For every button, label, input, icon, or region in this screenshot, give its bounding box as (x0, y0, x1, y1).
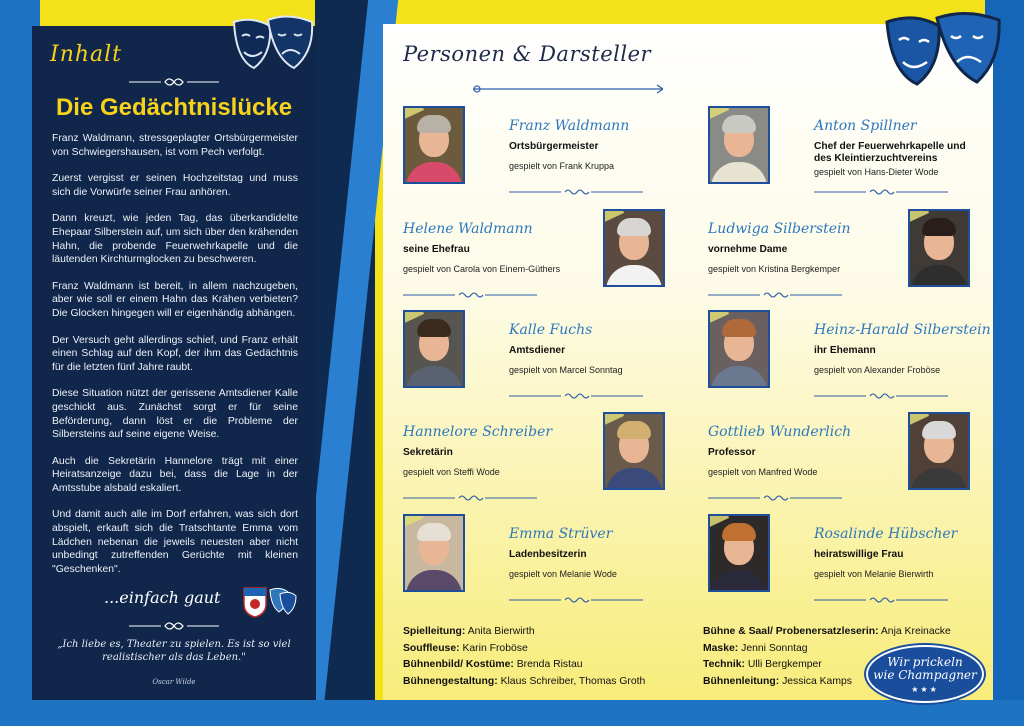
theater-masks-icon (228, 14, 318, 84)
ornament-divider-icon (708, 290, 842, 300)
badge-stars: ★★★ (911, 685, 939, 694)
ornament-divider-icon (509, 391, 643, 401)
credit-row (403, 624, 645, 641)
actor-photo (603, 412, 665, 490)
credit-row (703, 624, 951, 641)
actor-name: gespielt von Marcel Sonntag (509, 365, 623, 375)
actor-name: gespielt von Hans-Dieter Wode (814, 167, 939, 177)
cast-member (383, 308, 683, 408)
actor-photo (708, 514, 770, 592)
character-name: Rosalinde Hübscher (814, 526, 958, 542)
credit-label: Bühnenleitung: (703, 675, 780, 687)
character-role: Chef der Feuerwehrkapelle und des Kleintierzuchtvereins (814, 141, 966, 164)
credit-label: Spielleitung: (403, 626, 466, 637)
ornament-divider-icon (708, 493, 842, 503)
actor-name: gespielt von Melanie Bierwirth (814, 569, 934, 579)
character-role: Sekretärin (403, 447, 453, 458)
character-name: Franz Waldmann (509, 118, 630, 134)
ornament-divider-icon (129, 76, 219, 88)
credit-label: Maske: (703, 642, 739, 654)
credit-value: Anja Kreinacke (880, 626, 951, 637)
ornament-divider-icon (814, 595, 948, 605)
panel-header: Inhalt (50, 42, 123, 67)
cast-panel (383, 24, 993, 700)
story-paragraph: Auch die Sekretärin Hannelore trägt mit einer Heiratsanzeige dazu bei, dass die Lage in der Amtsstube alsbald eskaliert. (52, 455, 298, 494)
actor-name: gespielt von Carola von Einem-Güthers (403, 264, 561, 274)
character-name: Hannelore Schreiber (403, 424, 553, 440)
character-role: ihr Ehemann (814, 345, 876, 356)
ornament-divider-icon (129, 620, 219, 632)
character-name: Anton Spillner (814, 118, 917, 134)
badge-line: wie Champagner (873, 668, 977, 682)
character-role: Amtsdiener (509, 345, 566, 356)
credit-row (403, 657, 645, 674)
actor-photo (908, 209, 970, 287)
cast-member (688, 512, 988, 612)
story-paragraph: Diese Situation nützt der gerissene Amtsdiener Kalle geschickt aus. Zunächst sorgt er für seine Beförderung, dann löst er die Probleme der Silbersteins auf seine eigene Weise. (52, 388, 298, 441)
coat-of-arms-icon (240, 584, 298, 618)
cast-member (688, 410, 988, 510)
ornament-divider-icon (814, 187, 948, 197)
ornament-divider-icon (403, 290, 537, 300)
story-paragraph: Franz Waldmann ist bereit, in allem nachzugeben, aber wie soll er einem Hahn das Krähen verbieten? Die Glocken hingegen will er eigenhändig abhängen. (52, 280, 298, 319)
credit-row (403, 641, 645, 658)
credit-label: Bühne & Saal/ Probenersatzleserin: (703, 626, 879, 637)
credit-value: Karin Froböse (462, 642, 528, 654)
background-blue-bottom (0, 700, 1024, 726)
cast-member (383, 207, 683, 307)
champagne-badge (866, 645, 984, 703)
story-paragraph: Franz Waldmann, stressgeplagter Ortsbürgermeister von Schwiegershausen, ist vom Pech verfolgt. (52, 133, 298, 158)
theater-masks-icon (881, 10, 1005, 96)
actor-photo (403, 106, 465, 184)
actor-photo (708, 310, 770, 388)
actor-name: gespielt von Manfred Wode (708, 467, 818, 477)
actor-name: gespielt von Alexander Froböse (814, 365, 941, 375)
ornament-divider-icon (403, 493, 537, 503)
ornament-divider-icon (509, 595, 643, 605)
cast-member (383, 104, 683, 204)
actor-photo (403, 514, 465, 592)
actor-photo (708, 106, 770, 184)
cast-title: Personen & Darsteller (403, 42, 652, 66)
character-name: Heinz-Harald Silberstein (814, 322, 991, 338)
story-text (52, 132, 298, 589)
credit-value: Ulli Bergkemper (747, 659, 822, 671)
credit-value: Anita Bierwirth (467, 626, 535, 637)
cast-member (383, 512, 683, 612)
credit-label: Bühnenbild/ Kostüme: (403, 659, 514, 671)
ornament-divider-icon (473, 84, 663, 94)
character-role: seine Ehefrau (403, 244, 470, 255)
credit-label: Bühnengestaltung: (403, 675, 498, 687)
quote-author: Oscar Wilde (152, 678, 196, 686)
credits-left (403, 624, 645, 690)
character-role: Ladenbesitzerin (509, 549, 587, 560)
story-paragraph: Der Versuch geht allerdings schief, und Franz erhält einen Schlag auf den Kopf, der ihm das Gedächtnis für die letzten fünf Jahre raubt. (52, 334, 298, 373)
character-role: Ortsbürgermeister (509, 141, 599, 152)
content-panel (32, 26, 316, 700)
story-paragraph: Zuerst vergisst er seinen Hochzeitstag und muss sich die Vorwürfe seiner Frau anhören. (52, 173, 298, 198)
badge-line: Wir prickeln (887, 655, 963, 669)
character-name: Gottlieb Wunderlich (708, 424, 852, 440)
character-name: Ludwiga Silberstein (708, 221, 851, 237)
cast-member (383, 410, 683, 510)
actor-name: gespielt von Kristina Bergkemper (708, 264, 841, 274)
quote: „Ich liebe es, Theater zu spielen. Es ist so viel realistischer als das Leben." (57, 639, 291, 663)
story-paragraph: Und damit auch alle im Dorf erfahren, was sich dort abspielt, erkauft sich die Tratschtante Emma vom Lädchen nebenan die jeweils neuesten aber nicht unbedingt zutreffenden Gerüchte mit kleinen "Geschenken". (52, 509, 298, 575)
story-paragraph: Dann kreuzt, wie jeden Tag, das überkandidelte Ehepaar Silberstein auf, um sich über den krähenden Hahn, die probende Feuerwehrkapelle und die läutenden Kirchturmglocken zu beschweren. (52, 213, 298, 266)
actor-photo (403, 310, 465, 388)
credit-label: Souffleuse: (403, 642, 460, 654)
actor-name: gespielt von Steffi Wode (403, 467, 500, 477)
character-role: heiratswillige Frau (814, 549, 904, 560)
character-name: Helene Waldmann (403, 221, 533, 237)
credit-row (403, 674, 645, 691)
play-title: Die Gedächtnislücke (55, 94, 293, 121)
cast-member (688, 308, 991, 408)
credit-value: Brenda Ristau (516, 659, 583, 671)
ornament-divider-icon (509, 187, 643, 197)
credit-value: Klaus Schreiber, Thomas Groth (500, 675, 646, 687)
character-name: Emma Strüver (509, 526, 613, 542)
actor-photo (603, 209, 665, 287)
character-name: Kalle Fuchs (509, 322, 593, 338)
actor-name: gespielt von Frank Kruppa (509, 161, 615, 171)
cast-member (688, 207, 988, 307)
character-role: Professor (708, 447, 756, 458)
credit-label: Technik: (703, 659, 745, 671)
credit-value: Jessica Kamps (782, 675, 852, 687)
ornament-divider-icon (814, 391, 948, 401)
actor-name: gespielt von Melanie Wode (509, 569, 617, 579)
credit-value: Jenni Sonntag (741, 642, 808, 654)
character-role: vornehme Dame (708, 244, 788, 255)
slogan: ...einfach gaut (104, 588, 221, 607)
cast-member (688, 104, 988, 204)
actor-photo (908, 412, 970, 490)
